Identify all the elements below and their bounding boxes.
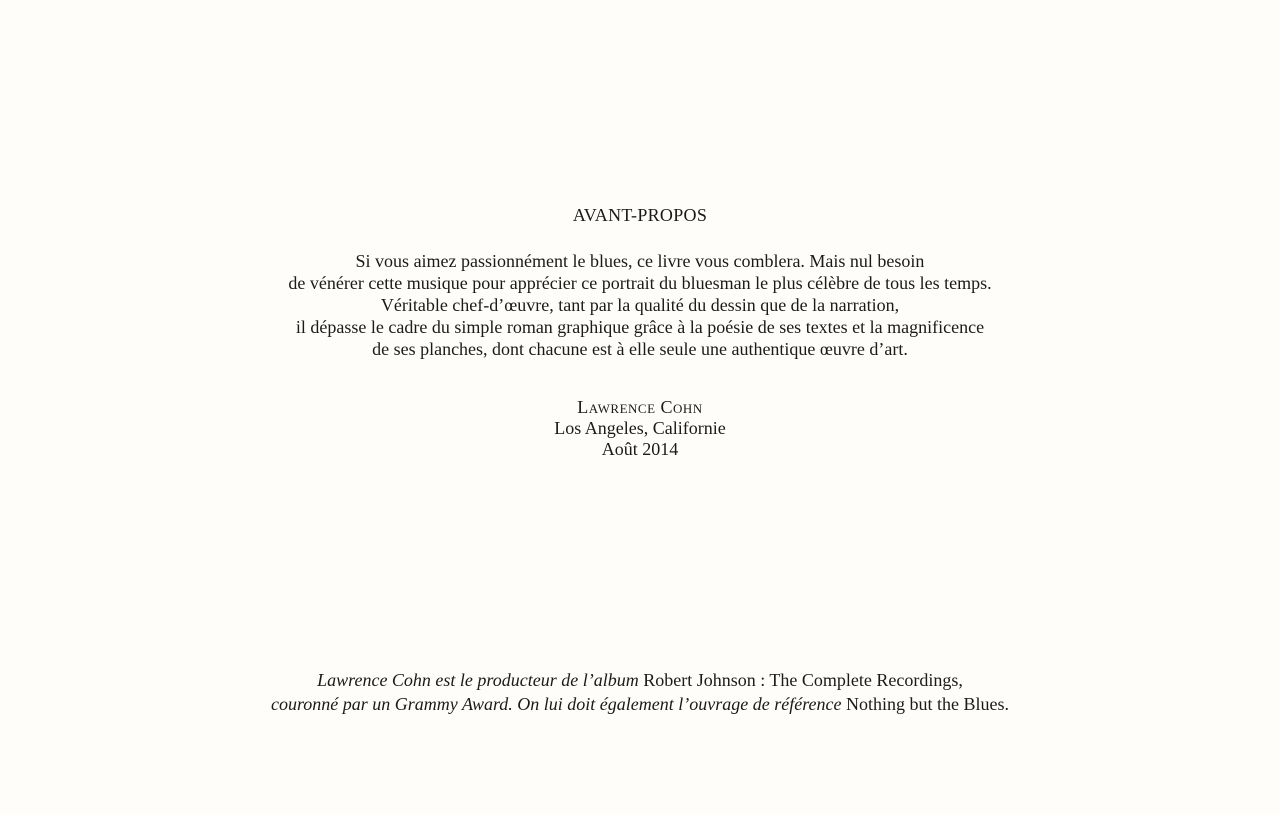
author-footnote: [0, 668, 1280, 716]
author-place: Los Angeles, Californie: [554, 418, 726, 438]
footnote-italic-text: couronné par un Grammy Award. On lui doit également l’ouvrage de référence: [270, 694, 842, 714]
footnote-italic-text: Lawrence Cohn est le producteur de l’album: [317, 670, 639, 690]
signature-date: Août 2014: [601, 439, 679, 459]
paragraph-line: Si vous aimez passionnément le blues, ce livre vous comblera. Mais nul besoin: [355, 251, 925, 271]
paragraph-line: il dépasse le cadre du simple roman graphique grâce à la poésie de ses textes et la magnificence: [295, 317, 985, 337]
paragraph-line: Véritable chef-d’œuvre, tant par la qualité du dessin que de la narration,: [380, 295, 900, 315]
paragraph-line: de vénérer cette musique pour apprécier ce portrait du bluesman le plus célèbre de tous les temps.: [288, 273, 992, 293]
album-title: Robert Johnson : The Complete Recordings,: [638, 670, 963, 690]
signature-block: [0, 397, 1280, 460]
footnote-line: [0, 668, 1280, 692]
page-title: AVANT-PROPOS: [572, 205, 708, 225]
footnote-line: [0, 692, 1280, 716]
author-name: Lawrence Cohn: [577, 397, 703, 417]
paragraph-line: de ses planches, dont chacune est à elle seule une authentique œuvre d’art.: [372, 339, 908, 359]
book-title: Nothing but the Blues.: [841, 694, 1010, 714]
foreword-paragraph: [0, 250, 1280, 360]
